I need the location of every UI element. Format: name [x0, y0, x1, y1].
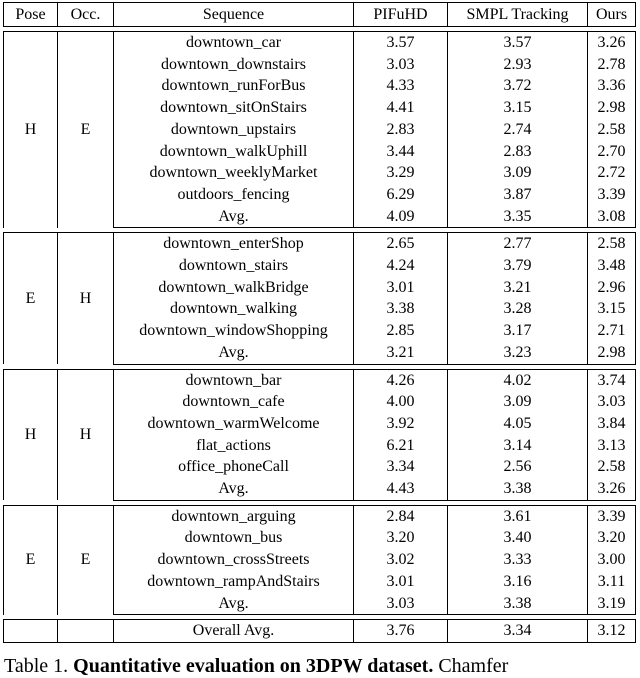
pifuhd-cell: 4.09 [354, 206, 448, 228]
sequence-cell: downtown_enterShop [114, 233, 354, 255]
smpl-tracking-cell: 3.14 [448, 435, 588, 457]
ours-cell: 3.03 [588, 391, 636, 413]
ours-cell: 3.26 [588, 478, 636, 500]
smpl-tracking-cell: 3.61 [448, 505, 588, 527]
pifuhd-cell: 3.38 [354, 298, 448, 320]
pifuhd-cell: 4.24 [354, 255, 448, 277]
pifuhd-cell: 2.83 [354, 119, 448, 141]
sequence-cell: office_phoneCall [114, 456, 354, 478]
ours-cell: 2.98 [588, 97, 636, 119]
ours-cell: 3.20 [588, 527, 636, 549]
header-pifuhd: PIFuHD [354, 3, 448, 27]
table-group [4, 369, 636, 500]
sequence-cell: downtown_arguing [114, 505, 354, 527]
sequence-cell: downtown_walking [114, 298, 354, 320]
pifuhd-cell: 4.43 [354, 478, 448, 500]
smpl-tracking-cell: 3.35 [448, 206, 588, 228]
sequence-cell: downtown_stairs [114, 255, 354, 277]
caption-rest: Chamfer [433, 655, 509, 677]
header-pose: Pose [4, 3, 58, 27]
sequence-cell: outdoors_fencing [114, 184, 354, 206]
sequence-cell: Avg. [114, 206, 354, 228]
occlusion-cell: E [58, 32, 114, 228]
sequence-cell: downtown_walkBridge [114, 277, 354, 299]
caption-prefix: Table 1. [4, 655, 74, 677]
ours-cell: 3.19 [588, 593, 636, 615]
ours-cell: 3.48 [588, 255, 636, 277]
ours-cell: 3.39 [588, 505, 636, 527]
pifuhd-cell: 3.92 [354, 413, 448, 435]
ours-cell: 3.00 [588, 549, 636, 571]
smpl-tracking-cell: 4.02 [448, 369, 588, 391]
pifuhd-cell: 3.34 [354, 456, 448, 478]
overall-pifuhd: 3.76 [354, 620, 448, 643]
smpl-tracking-cell: 4.05 [448, 413, 588, 435]
smpl-tracking-cell: 3.33 [448, 549, 588, 571]
smpl-tracking-cell: 3.16 [448, 571, 588, 593]
smpl-tracking-cell: 3.72 [448, 75, 588, 97]
smpl-tracking-cell: 3.38 [448, 593, 588, 615]
pifuhd-cell: 6.21 [354, 435, 448, 457]
ours-cell: 3.11 [588, 571, 636, 593]
smpl-tracking-cell: 2.74 [448, 119, 588, 141]
pifuhd-cell: 3.03 [354, 54, 448, 76]
overall-ours: 3.12 [588, 620, 636, 643]
occlusion-cell: H [58, 233, 114, 364]
table-row [4, 369, 636, 391]
smpl-tracking-cell: 3.28 [448, 298, 588, 320]
sequence-cell: downtown_upstairs [114, 119, 354, 141]
ours-cell: 2.58 [588, 456, 636, 478]
sequence-cell: flat_actions [114, 435, 354, 457]
pifuhd-cell: 3.57 [354, 32, 448, 54]
sequence-cell: downtown_windowShopping [114, 320, 354, 342]
pifuhd-cell: 6.29 [354, 184, 448, 206]
smpl-tracking-cell: 3.87 [448, 184, 588, 206]
header-occlusion: Occ. [58, 3, 114, 27]
occlusion-cell: H [58, 369, 114, 500]
sequence-cell: downtown_car [114, 32, 354, 54]
pifuhd-cell: 4.41 [354, 97, 448, 119]
sequence-cell: downtown_sitOnStairs [114, 97, 354, 119]
pifuhd-cell: 3.01 [354, 571, 448, 593]
sequence-cell: downtown_weeklyMarket [114, 162, 354, 184]
smpl-tracking-cell: 3.17 [448, 320, 588, 342]
smpl-tracking-cell: 3.15 [448, 97, 588, 119]
sequence-cell: Avg. [114, 478, 354, 500]
ours-cell: 3.26 [588, 32, 636, 54]
smpl-tracking-cell: 2.56 [448, 456, 588, 478]
ours-cell: 2.96 [588, 277, 636, 299]
overall-smpl-tracking: 3.34 [448, 620, 588, 643]
sequence-cell: downtown_crossStreets [114, 549, 354, 571]
table-group [4, 505, 636, 615]
ours-cell: 2.71 [588, 320, 636, 342]
ours-cell: 3.08 [588, 206, 636, 228]
ours-cell: 3.74 [588, 369, 636, 391]
smpl-tracking-cell: 3.23 [448, 342, 588, 364]
sequence-cell: downtown_warmWelcome [114, 413, 354, 435]
table-row [4, 32, 636, 54]
table-row [4, 505, 636, 527]
pifuhd-cell: 2.65 [354, 233, 448, 255]
pose-cell: E [4, 505, 58, 615]
smpl-tracking-cell: 2.77 [448, 233, 588, 255]
table-row [4, 233, 636, 255]
header-sequence: Sequence [114, 3, 354, 27]
caption-title: Quantitative evaluation on 3DPW dataset. [73, 655, 434, 677]
ours-cell: 3.84 [588, 413, 636, 435]
empty-cell [58, 620, 114, 643]
sequence-cell: downtown_downstairs [114, 54, 354, 76]
pifuhd-cell: 3.02 [354, 549, 448, 571]
table-group [4, 32, 636, 228]
pifuhd-cell: 2.84 [354, 505, 448, 527]
overall-label: Overall Avg. [114, 620, 354, 643]
pifuhd-cell: 3.29 [354, 162, 448, 184]
smpl-tracking-cell: 2.93 [448, 54, 588, 76]
ours-cell: 3.15 [588, 298, 636, 320]
overall-group [4, 620, 636, 643]
pifuhd-cell: 2.85 [354, 320, 448, 342]
sequence-cell: downtown_bus [114, 527, 354, 549]
pifuhd-cell: 4.00 [354, 391, 448, 413]
ours-cell: 2.58 [588, 233, 636, 255]
overall-row [4, 620, 636, 643]
empty-cell [4, 620, 58, 643]
occlusion-cell: E [58, 505, 114, 615]
pose-cell: E [4, 233, 58, 364]
smpl-tracking-cell: 3.57 [448, 32, 588, 54]
ours-cell: 3.13 [588, 435, 636, 457]
sequence-cell: Avg. [114, 593, 354, 615]
pose-cell: H [4, 369, 58, 500]
ours-cell: 2.72 [588, 162, 636, 184]
ours-cell: 2.78 [588, 54, 636, 76]
pifuhd-cell: 3.03 [354, 593, 448, 615]
smpl-tracking-cell: 3.38 [448, 478, 588, 500]
results-table [3, 2, 636, 643]
sequence-cell: downtown_rampAndStairs [114, 571, 354, 593]
ours-cell: 2.70 [588, 141, 636, 163]
smpl-tracking-cell: 2.83 [448, 141, 588, 163]
ours-cell: 3.39 [588, 184, 636, 206]
header-ours: Ours [588, 3, 636, 27]
table-group [4, 233, 636, 364]
pifuhd-cell: 4.33 [354, 75, 448, 97]
pifuhd-cell: 4.26 [354, 369, 448, 391]
pifuhd-cell: 3.01 [354, 277, 448, 299]
sequence-cell: downtown_walkUphill [114, 141, 354, 163]
smpl-tracking-cell: 3.21 [448, 277, 588, 299]
ours-cell: 2.98 [588, 342, 636, 364]
smpl-tracking-cell: 3.09 [448, 391, 588, 413]
pose-cell: H [4, 32, 58, 228]
smpl-tracking-cell: 3.09 [448, 162, 588, 184]
ours-cell: 3.36 [588, 75, 636, 97]
ours-cell: 2.58 [588, 119, 636, 141]
sequence-cell: Avg. [114, 342, 354, 364]
smpl-tracking-cell: 3.79 [448, 255, 588, 277]
sequence-cell: downtown_bar [114, 369, 354, 391]
table-header-row [4, 3, 636, 27]
smpl-tracking-cell: 3.40 [448, 527, 588, 549]
sequence-cell: downtown_runForBus [114, 75, 354, 97]
pifuhd-cell: 3.20 [354, 527, 448, 549]
pifuhd-cell: 3.44 [354, 141, 448, 163]
header-smpl-tracking: SMPL Tracking [448, 3, 588, 27]
pifuhd-cell: 3.21 [354, 342, 448, 364]
sequence-cell: downtown_cafe [114, 391, 354, 413]
